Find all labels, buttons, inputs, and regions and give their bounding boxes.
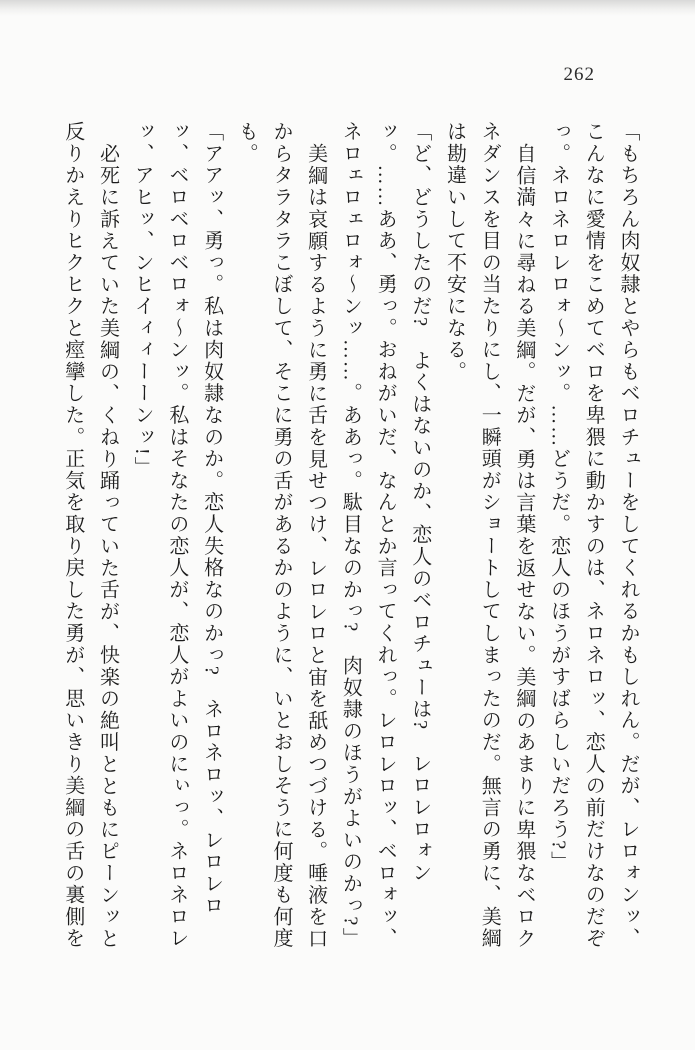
paragraph-dialogue-2: 「ど、どうしたのだ? よくはないのか、恋人のベロチューは? レロレロォンッ。……ああ、勇っ。おねがいだ、なんとか言ってくれっ。レロレロッ、ベロォッ、ネロェロェロォ〜ンッ……。ああっ。駄目なのかっ? 肉奴隷のほうがよいのかっ?」 xyxy=(339,121,431,950)
paragraph-narrative-1: 自信満々に尋ねる美綱。だが、勇は言葉を返せない。美綱のあまりに卑猥なベロクネダンスを目の当たりにし、一瞬頭がショートしてしまったのだ。無言の勇に、美綱は勘違いして不安になる。 xyxy=(443,121,535,950)
paragraph-dialogue-1: 「もちろん肉奴隷とやらもベロチューをしてくれるかもしれん。だが、レロォンッ、こんなに愛情をこめてベロを卑猥に動かすのは、ネロネロッ、恋人の前だけなのだぞっ。ネロネロレロォ〜ンッ。……どうだ。恋人のほうがすばらしいだろう?」 xyxy=(547,121,639,950)
page-edge-shadow xyxy=(0,0,695,16)
paragraph-narrative-3: 必死に訴えていた美綱の、くねり踊っていた舌が、快楽の絶叫とともにピーンッと反りかえりヒクヒクと痙攣した。正気を取り戻した勇が、思いきり美綱の舌の裏側を xyxy=(61,121,119,950)
page-number: 262 xyxy=(563,64,595,85)
paragraph-narrative-2: 美綱は哀願するように勇に舌を見せつけ、レロレロと宙を舐めつづける。唾液を口からタラタラこぼして、そこに勇の舌があるかのように、いとおしそうに何度も何度も。 xyxy=(235,121,327,950)
paragraph-dialogue-3: 「アアッ、勇っ。私は肉奴隷なのか。恋人失格なのかっ? ネロネロッ、レロレロッ、ベロベロベロォ〜ンッ。私はそなたの恋人が、恋人がよいのにぃっ。ネロネロレッ、アヒッ、ンヒイィィーーンッ!」 xyxy=(131,121,223,950)
main-text-block xyxy=(55,121,645,951)
